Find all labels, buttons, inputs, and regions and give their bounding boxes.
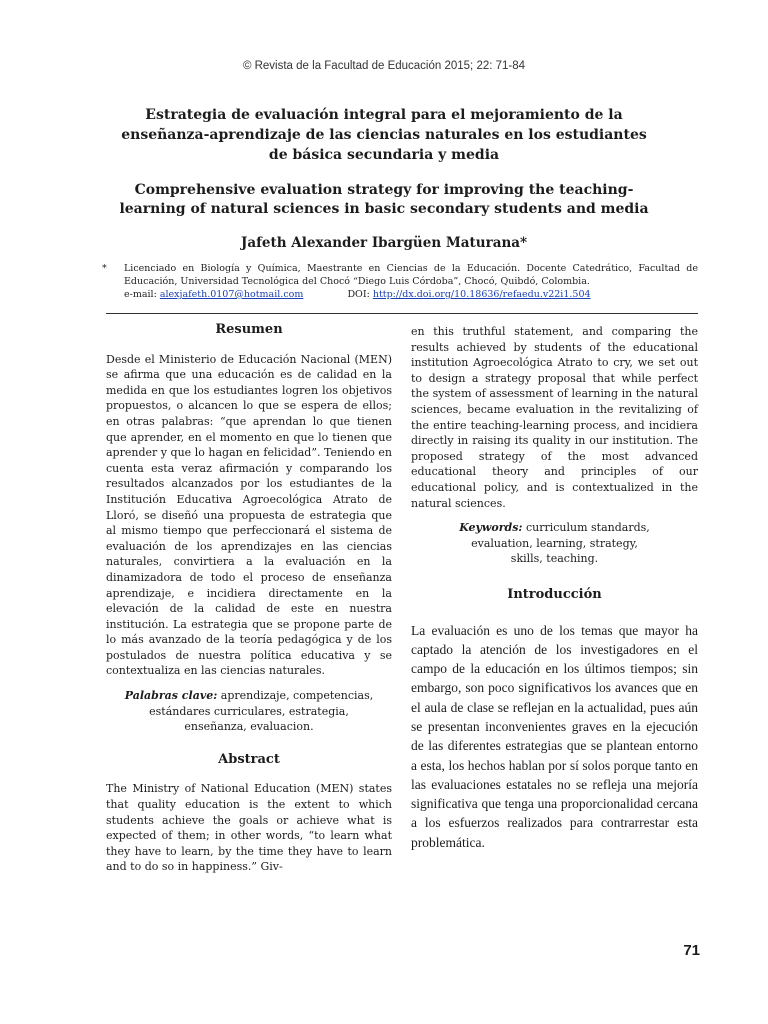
abstract-keywords [411,520,698,567]
abstract-keywords-line2: evaluation, learning, strategy, [471,536,638,550]
page-number: 71 [683,942,700,959]
resumen-keywords-line3: enseñanza, evaluacion. [184,720,314,734]
introduccion-heading: Introducción [507,586,602,602]
author-name: Jafeth Alexander Ibargüen Maturana* [240,235,528,251]
doi-label: DOI: [347,289,370,300]
title-spanish: Estrategia de evaluación integral para el mejoramiento de la enseñanza-aprendizaje de las ciencias naturales en los estudiantes de básica secundaria y media [121,107,647,163]
left-column [106,322,392,875]
author-footnote [104,262,698,301]
abstract-keywords-text: curriculum standards, [525,521,650,535]
introduccion-body: La evaluación es uno de los temas que mayor ha captado la atención de los investigadores en el campo de la educación en los últimos tiempos; sin embargo, son poco significativos los avances que en el aula de clase se reflejan en la actualidad, pues aún se presentan inconvenientes graves en la ejecución de las diferentes estrategias que se plantean entorno a esta, los hechos hablan por sí solos porque tanto en las evaluaciones estatales no se refleja una mejoría significativa que tenga una proporcionalidad cercana a los esfuerzos realizados para contrarrestar esta problemática. [411,622,698,850]
title-english: Comprehensive evaluation strategy for improving the teaching-learning of natural sciences in basic secondary students and media [119,182,649,217]
abstract-heading: Abstract [218,751,280,767]
header-divider [106,313,698,314]
email-link[interactable]: alexjafeth.0107@hotmail.com [159,289,304,300]
right-column [411,324,698,852]
journal-header: © Revista de la Facultad de Educación 2015; 22: 71-84 [242,60,526,72]
abstract-keywords-label: Keywords: [459,521,523,535]
abstract-body: The Ministry of National Education (MEN) states that quality education is the extent to which students achieve the goals or achieve what is expected of them; in other words, “to learn what they have to learn, by the time they have to learn and to do so in happiness.” Giv- [106,782,392,874]
footnote-affiliation: Licenciado en Biología y Química, Maestrante en Ciencias de la Educación. Docente Catedrático, Facultad de Educación, Universidad Tecnológica del Chocó “Diego Luis Córdoba”, Chocó, Quibdó, Colombia. [124,263,698,287]
doi-link[interactable]: http://dx.doi.org/10.18636/refaedu.v22i1.504 [372,289,591,300]
footnote-contact [124,288,698,301]
resumen-keywords [106,688,392,735]
resumen-body: Desde el Ministerio de Educación Nacional (MEN) se afirma que una educación es de calidad en la medida en que los estudiantes logren los objetivos propuestos, o alcancen lo que se espera de ellos; en otras palabras: “que aprendan lo que tienen que aprender, en el momento en que lo tienen que aprender y que lo hagan en felicidad”. Teniendo en cuenta esta veraz afirmación y comparando los resultados alcanzados por los estudiantes de la Institución Educativa Agroecológica Atrato de Lloró, se diseñó una propuesta de estrategia que al mismo tiempo que perfeccionará el sistema de evaluación de los aprendizajes en las ciencias naturales, convirtiera a la evaluación en la dinamizadora de todo el proceso de enseñanza aprendizaje, e incidiera directamente en la elevación de la calidad de este en nuestra institución. La estrategia que se propone parte de lo más avanzado de la teoría pedagógica y de los postulados de nuestra política educativa y se contextualiza en las ciencias naturales. [106,352,392,678]
resumen-keywords-text: aprendizaje, competencias, [220,689,374,703]
resumen-keywords-label: Palabras clave: [124,689,218,703]
resumen-heading: Resumen [215,322,283,337]
resumen-keywords-line1 [106,688,392,704]
resumen-keywords-line2: estándares curriculares, estrategia, [149,704,349,718]
abstract-keywords-line3: skills, teaching. [510,552,599,566]
abstract-body-continued: en this truthful statement, and comparing the results achieved by students of the educational institution Agroecológica Atrato to cry, we set out to design a strategy proposal that while perfect the system of assessment of learning in the natural sciences, became evaluation in the revitalizing of the entire teaching-learning process, and incidiera directly in raising its quality in our institution. The proposed strategy of the most advanced educational theory and principles of our educational policy, and is contextualized in the natural sciences. [411,325,698,510]
email-label: e-mail: [124,289,157,300]
abstract-keywords-line1 [411,520,698,536]
footnote-marker: * [102,263,107,274]
